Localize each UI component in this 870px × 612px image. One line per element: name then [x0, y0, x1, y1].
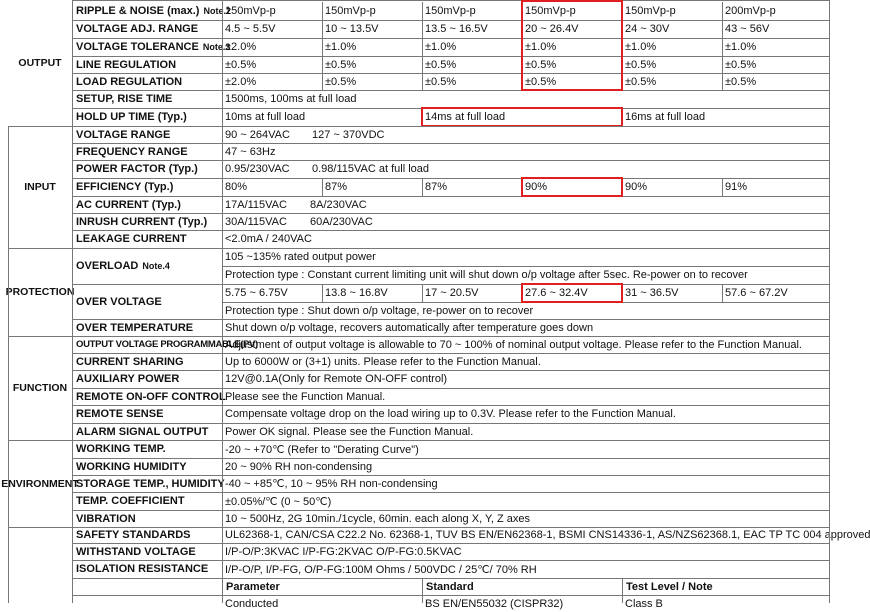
overtemp-label-text: OVER TEMPERATURE [76, 321, 194, 334]
fn-remote-label [72, 388, 226, 405]
env-humid-value: 20 ~ 90% RH non-condensing [225, 460, 373, 473]
eff-label-text: EFFICIENCY (Typ.) [76, 181, 174, 193]
table-rule [722, 56, 723, 73]
vadj-value: 13.5 ~ 16.5V [425, 23, 488, 35]
fn-aux-label [72, 370, 226, 388]
overload-label-text: OVERLOAD [76, 260, 139, 272]
fn-aux-value: 12V@0.1A(Only for Remote ON-OFF control) [225, 373, 448, 385]
fn-alarm-label [72, 423, 226, 440]
isolation-label [72, 560, 226, 578]
vtol-value: ±2.0% [225, 41, 257, 53]
linereg-label [72, 56, 226, 73]
linereg-label-text: LINE REGULATION [76, 58, 177, 71]
fn-pv-label [72, 336, 258, 353]
table-rule [8, 126, 9, 603]
table-rule [322, 20, 323, 38]
withstand-label-text: WITHSTAND VOLTAGE [76, 545, 196, 558]
ripple-value: 150mVp-p [325, 5, 376, 17]
ripple-value: 150mVp-p [425, 5, 476, 17]
overload-line1-value: 105 ~135% rated output power [225, 251, 376, 263]
inrush-value-b: 60A/230VAC [310, 215, 373, 228]
inrush-value-a: 30A/115VAC [225, 215, 287, 228]
env-coeff-value: ±0.05%/℃ (0 ~ 50℃) [225, 495, 332, 508]
highlight-box [521, 0, 623, 91]
linereg-value: ±0.5% [325, 58, 357, 71]
env-coeff-label-text: TEMP. COEFFICIENT [76, 495, 185, 507]
loadreg-value: ±0.5% [325, 75, 357, 88]
linereg-value: ±0.5% [725, 58, 757, 71]
table-rule [422, 56, 423, 73]
setup-value: 1500ms, 100ms at full load [225, 93, 357, 105]
vtol-value: ±1.0% [325, 41, 357, 53]
vadj-value: 43 ~ 56V [725, 23, 770, 35]
eff-label [72, 178, 226, 196]
table-rule [322, 2, 323, 20]
overvoltage-value: 27.6 ~ 32.4V [525, 287, 588, 299]
safety-standards-value: UL62368-1, CAN/CSA C22.2 No. 62368-1, TUV BS EN/EN62368-1, BSMI CNS14336-1, AS/NZS62368.1, EAC TP TC 004 approved [225, 529, 870, 541]
vrange-label-text: VOLTAGE RANGE [76, 128, 171, 141]
setup-label [72, 90, 226, 108]
table-rule [422, 2, 423, 20]
overvoltage-value: 13.8 ~ 16.8V [325, 287, 388, 299]
table-rule [422, 20, 423, 38]
pf-label-text: POWER FACTOR (Typ.) [76, 163, 198, 175]
leak-label-text: LEAKAGE CURRENT [76, 233, 187, 245]
isolation-label-text: ISOLATION RESISTANCE [76, 563, 209, 575]
table-rule [722, 20, 723, 38]
ripple-label-text: RIPPLE & NOISE (max.) [76, 5, 200, 17]
table-rule [222, 0, 223, 603]
inrush-label [72, 213, 226, 230]
fn-pv-label-text: OUTPUT VOLTAGE PROGRAMMABLE(PV) [76, 339, 258, 350]
linereg-value: ±0.5% [425, 58, 457, 71]
loadreg-label-text: LOAD REGULATION [76, 75, 183, 88]
table-rule [722, 38, 723, 56]
loadreg-value: ±0.5% [725, 75, 757, 88]
loadreg-value: ±2.0% [225, 75, 257, 88]
eff-value: 90% [625, 181, 648, 193]
table-rule [422, 38, 423, 56]
loadreg-value: ±0.5% [425, 75, 457, 88]
vtol-value: ±1.0% [525, 41, 557, 53]
overvoltage-label [72, 284, 226, 319]
emc-header: Standard [426, 580, 474, 593]
overvoltage-value: 57.6 ~ 67.2V [725, 287, 788, 299]
emc-cell: BS EN/EN55032 (CISPR32) [425, 597, 564, 610]
vrange-value-b: 127 ~ 370VDC [312, 128, 385, 141]
env-storage-label [72, 475, 226, 492]
env-coeff-label [72, 492, 226, 510]
fn-share-value: Up to 6000W or (3+1) units. Please refer to the Function Manual. [225, 355, 541, 368]
overvoltage-label-text: OVER VOLTAGE [76, 295, 162, 308]
eff-value: 90% [525, 181, 548, 193]
env-humid-label-text: WORKING HUMIDITY [76, 460, 187, 473]
holdup-value: 16ms at full load [625, 111, 706, 123]
vadj-value: 4.5 ~ 5.5V [225, 23, 276, 35]
fn-sense-label-text: REMOTE SENSE [76, 408, 164, 420]
table-rule [722, 284, 723, 302]
table-rule [422, 578, 423, 603]
table-rule [322, 56, 323, 73]
vadj-value: 20 ~ 26.4V [525, 23, 579, 35]
highlight-box [421, 107, 623, 127]
vtol-value: ±1.0% [725, 41, 757, 53]
table-rule [322, 73, 323, 90]
ripple-label [72, 2, 231, 20]
overvoltage-line2-value: Protection type : Shut down o/p voltage, re-power on to recover [225, 304, 534, 317]
loadreg-value: ±0.5% [625, 75, 657, 88]
overvoltage-value: 17 ~ 20.5V [425, 287, 479, 299]
freq-value: 47 ~ 63Hz [225, 145, 276, 158]
accur-value-b: 8A/230VAC [310, 198, 367, 211]
env-vib-label [72, 510, 226, 527]
ripple-note: Note.2 [203, 6, 231, 16]
vtol-note: Note.3 [202, 42, 231, 52]
accur-label [72, 196, 226, 213]
accur-value-a: 17A/115VAC [225, 198, 287, 211]
loadreg-label [72, 73, 226, 90]
ripple-value: 150mVp-p [225, 5, 276, 17]
withstand-value: I/P-O/P:3KVAC I/P-FG:2KVAC O/P-FG:0.5KVAC [225, 545, 462, 558]
env-storage-value: -40 ~ +85℃, 10 ~ 95% RH non-condensing [225, 478, 438, 490]
emc-cell: Class B [625, 597, 663, 610]
highlight-box [521, 177, 623, 197]
env-vib-label-text: VIBRATION [76, 512, 136, 525]
table-rule [722, 2, 723, 20]
table-rule [622, 578, 623, 603]
leak-label [72, 230, 226, 248]
vtol-label [72, 38, 231, 56]
freq-label-text: FREQUENCY RANGE [76, 145, 188, 158]
table-rule [829, 0, 830, 603]
fn-alarm-label-text: ALARM SIGNAL OUTPUT [76, 425, 209, 438]
table-rule [72, 0, 830, 1]
env-temp-label-text: WORKING TEMP. [76, 443, 166, 455]
pf-value-b: 0.98/115VAC at full load [312, 163, 430, 175]
table-rule [322, 38, 323, 56]
accur-label-text: AC CURRENT (Typ.) [76, 198, 181, 211]
fn-remote-value: Please see the Function Manual. [225, 390, 386, 403]
eff-value: 91% [725, 181, 748, 193]
ripple-value: 150mVp-p [525, 5, 576, 17]
linereg-value: ±0.5% [525, 58, 557, 71]
fn-share-label [72, 353, 226, 370]
inrush-label-text: INRUSH CURRENT (Typ.) [76, 215, 208, 228]
setup-label-text: SETUP, RISE TIME [76, 93, 173, 105]
overvoltage-value: 31 ~ 36.5V [625, 287, 679, 299]
pf-label [72, 160, 226, 178]
safety-standards-label-text: SAFETY STANDARDS [76, 529, 191, 541]
overload-label [72, 248, 226, 284]
leak-value: <2.0mA / 240VAC [225, 233, 312, 245]
isolation-value: I/P-O/P, I/P-FG, O/P-FG:100M Ohms / 500VDC / 25℃/ 70% RH [225, 563, 537, 576]
table-rule [422, 73, 423, 90]
safety-standards-label [72, 527, 226, 543]
vtol-value: ±1.0% [425, 41, 457, 53]
eff-value: 87% [425, 181, 448, 193]
pf-value-a: 0.95/230VAC [225, 163, 290, 175]
overtemp-label [72, 319, 226, 336]
table-rule [322, 284, 323, 302]
overload-line2-value: Protection type : Constant current limiting unit will shut down o/p voltage after 5sec. Re-power on to recover [225, 269, 748, 281]
ripple-value: 150mVp-p [625, 5, 676, 17]
vadj-label [72, 20, 226, 38]
vrange-value-a: 90 ~ 264VAC [225, 128, 290, 141]
category-protection: PROTECTION [5, 286, 75, 298]
vrange-label [72, 126, 226, 143]
env-humid-label [72, 458, 226, 475]
table-rule [322, 178, 323, 196]
table-rule [722, 178, 723, 196]
overtemp-value: Shut down o/p voltage, recovers automatically after temperature goes down [225, 321, 594, 334]
env-temp-label [72, 440, 226, 458]
linereg-value: ±0.5% [225, 58, 257, 71]
category-output: OUTPUT [18, 57, 62, 69]
eff-value: 80% [225, 181, 248, 193]
emc-header: Parameter [226, 580, 280, 593]
fn-sense-label [72, 405, 226, 423]
emc-cell: Conducted [225, 597, 279, 610]
holdup-label-text: HOLD UP TIME (Typ.) [76, 111, 187, 123]
overvoltage-value: 5.75 ~ 6.75V [225, 287, 288, 299]
withstand-label [72, 543, 226, 560]
fn-aux-label-text: AUXILIARY POWER [76, 373, 180, 385]
fn-remote-label-text: REMOTE ON-OFF CONTROL [76, 390, 226, 403]
vtol-label-text: VOLTAGE TOLERANCE [76, 41, 199, 53]
fn-alarm-value: Power OK signal. Please see the Function Manual. [225, 425, 474, 438]
env-temp-value: -20 ~ +70℃ (Refer to "Derating Curve") [225, 443, 419, 456]
category-function: FUNCTION [12, 382, 68, 394]
env-storage-label-text: STORAGE TEMP., HUMIDITY [76, 477, 225, 490]
freq-label [72, 143, 226, 160]
table-rule [422, 178, 423, 196]
fn-pv-value: Adjustment of output voltage is allowable to 70 ~ 100% of nominal output voltage. Please refer to the Function Manual. [225, 338, 802, 351]
highlight-box [521, 283, 623, 303]
vadj-value: 10 ~ 13.5V [325, 23, 379, 35]
vadj-label-text: VOLTAGE ADJ. RANGE [76, 23, 199, 35]
fn-share-label-text: CURRENT SHARING [76, 355, 184, 368]
table-rule [722, 73, 723, 90]
holdup-value: 10ms at full load [225, 111, 306, 123]
holdup-label [72, 108, 226, 126]
eff-value: 87% [325, 181, 348, 193]
category-environment: ENVIRONMENT [1, 477, 79, 490]
ripple-value: 200mVp-p [725, 5, 776, 17]
linereg-value: ±0.5% [625, 58, 657, 71]
loadreg-value: ±0.5% [525, 75, 557, 88]
table-rule [422, 284, 423, 302]
emc-header: Test Level / Note [626, 580, 713, 593]
vtol-value: ±1.0% [625, 41, 657, 53]
category-input: INPUT [24, 181, 56, 193]
vadj-value: 24 ~ 30V [625, 23, 670, 35]
env-vib-value: 10 ~ 500Hz, 2G 10min./1cycle, 60min. each along X, Y, Z axes [225, 512, 531, 525]
fn-sense-value: Compensate voltage drop on the load wiring up to 0.3V. Please refer to the Function Manual. [225, 408, 676, 420]
table-rule [72, 0, 73, 603]
holdup-value: 14ms at full load [425, 111, 506, 123]
overload-note: Note.4 [142, 261, 170, 271]
